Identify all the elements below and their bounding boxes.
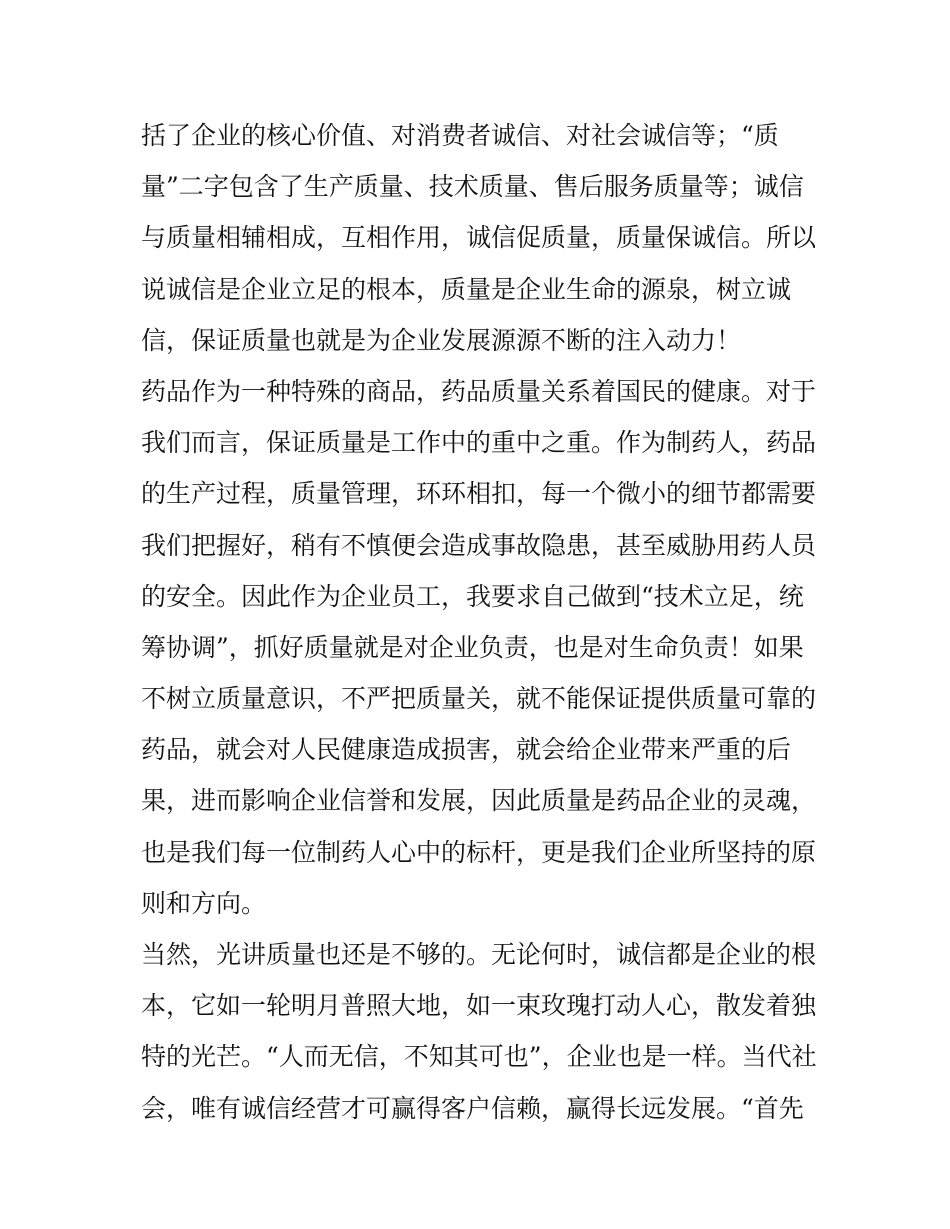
text-line: 药品，就会对人民健康造成损害，就会给企业带来严重的后 — [141, 735, 792, 765]
text-line: 果，进而影响企业信誉和发展，因此质量是药品企业的灵魂， — [141, 786, 817, 816]
text-line: 信，保证质量也就是为企业发展源源不断的注入动力！ — [141, 325, 742, 355]
text-line: 药品作为一种特殊的商品，药品质量关系着国民的健康。对于 — [141, 376, 817, 406]
text-line: 本，它如一轮明月普照大地，如一束玫瑰打动人心，散发着独 — [141, 991, 817, 1021]
text-line: 量”二字包含了生产质量、技术质量、售后服务质量等；诚信 — [141, 172, 804, 202]
text-line: 的安全。因此作为企业员工，我要求自己做到“技术立足，统 — [141, 581, 804, 611]
text-line: 会，唯有诚信经营才可赢得客户信赖，赢得长远发展。“首先 — [141, 1093, 804, 1123]
text-line: 与质量相辅相成，互相作用，诚信促质量，质量保诚信。所以 — [141, 223, 817, 253]
text-line: 特的光芒。“人而无信，不知其可也”，企业也是一样。当代社 — [141, 1042, 817, 1072]
text-line: 说诚信是企业立足的根本，质量是企业生命的源泉，树立诚 — [141, 274, 792, 304]
text-line: 筹协调”，抓好质量就是对企业负责，也是对生命负责！如果 — [141, 632, 804, 662]
body-text — [141, 110, 816, 1134]
text-line: 不树立质量意识，不严把质量关，就不能保证提供质量可靠的 — [141, 684, 817, 714]
text-line: 我们把握好，稍有不慎便会造成事故隐患，甚至威胁用药人员 — [141, 530, 817, 560]
text-line: 的生产过程，质量管理，环环相扣，每一个微小的细节都需要 — [141, 479, 817, 509]
text-line: 我们而言，保证质量是工作中的重中之重。作为制药人，药品 — [141, 428, 817, 458]
text-line: 当然，光讲质量也还是不够的。无论何时，诚信都是企业的根 — [141, 940, 817, 969]
text-line: 括了企业的核心价值、对消费者诚信、对社会诚信等；“质 — [141, 121, 779, 150]
text-line: 也是我们每一位制药人心中的标杆，更是我们企业所坚持的原 — [141, 837, 817, 867]
text-line: 则和方向。 — [141, 888, 267, 918]
